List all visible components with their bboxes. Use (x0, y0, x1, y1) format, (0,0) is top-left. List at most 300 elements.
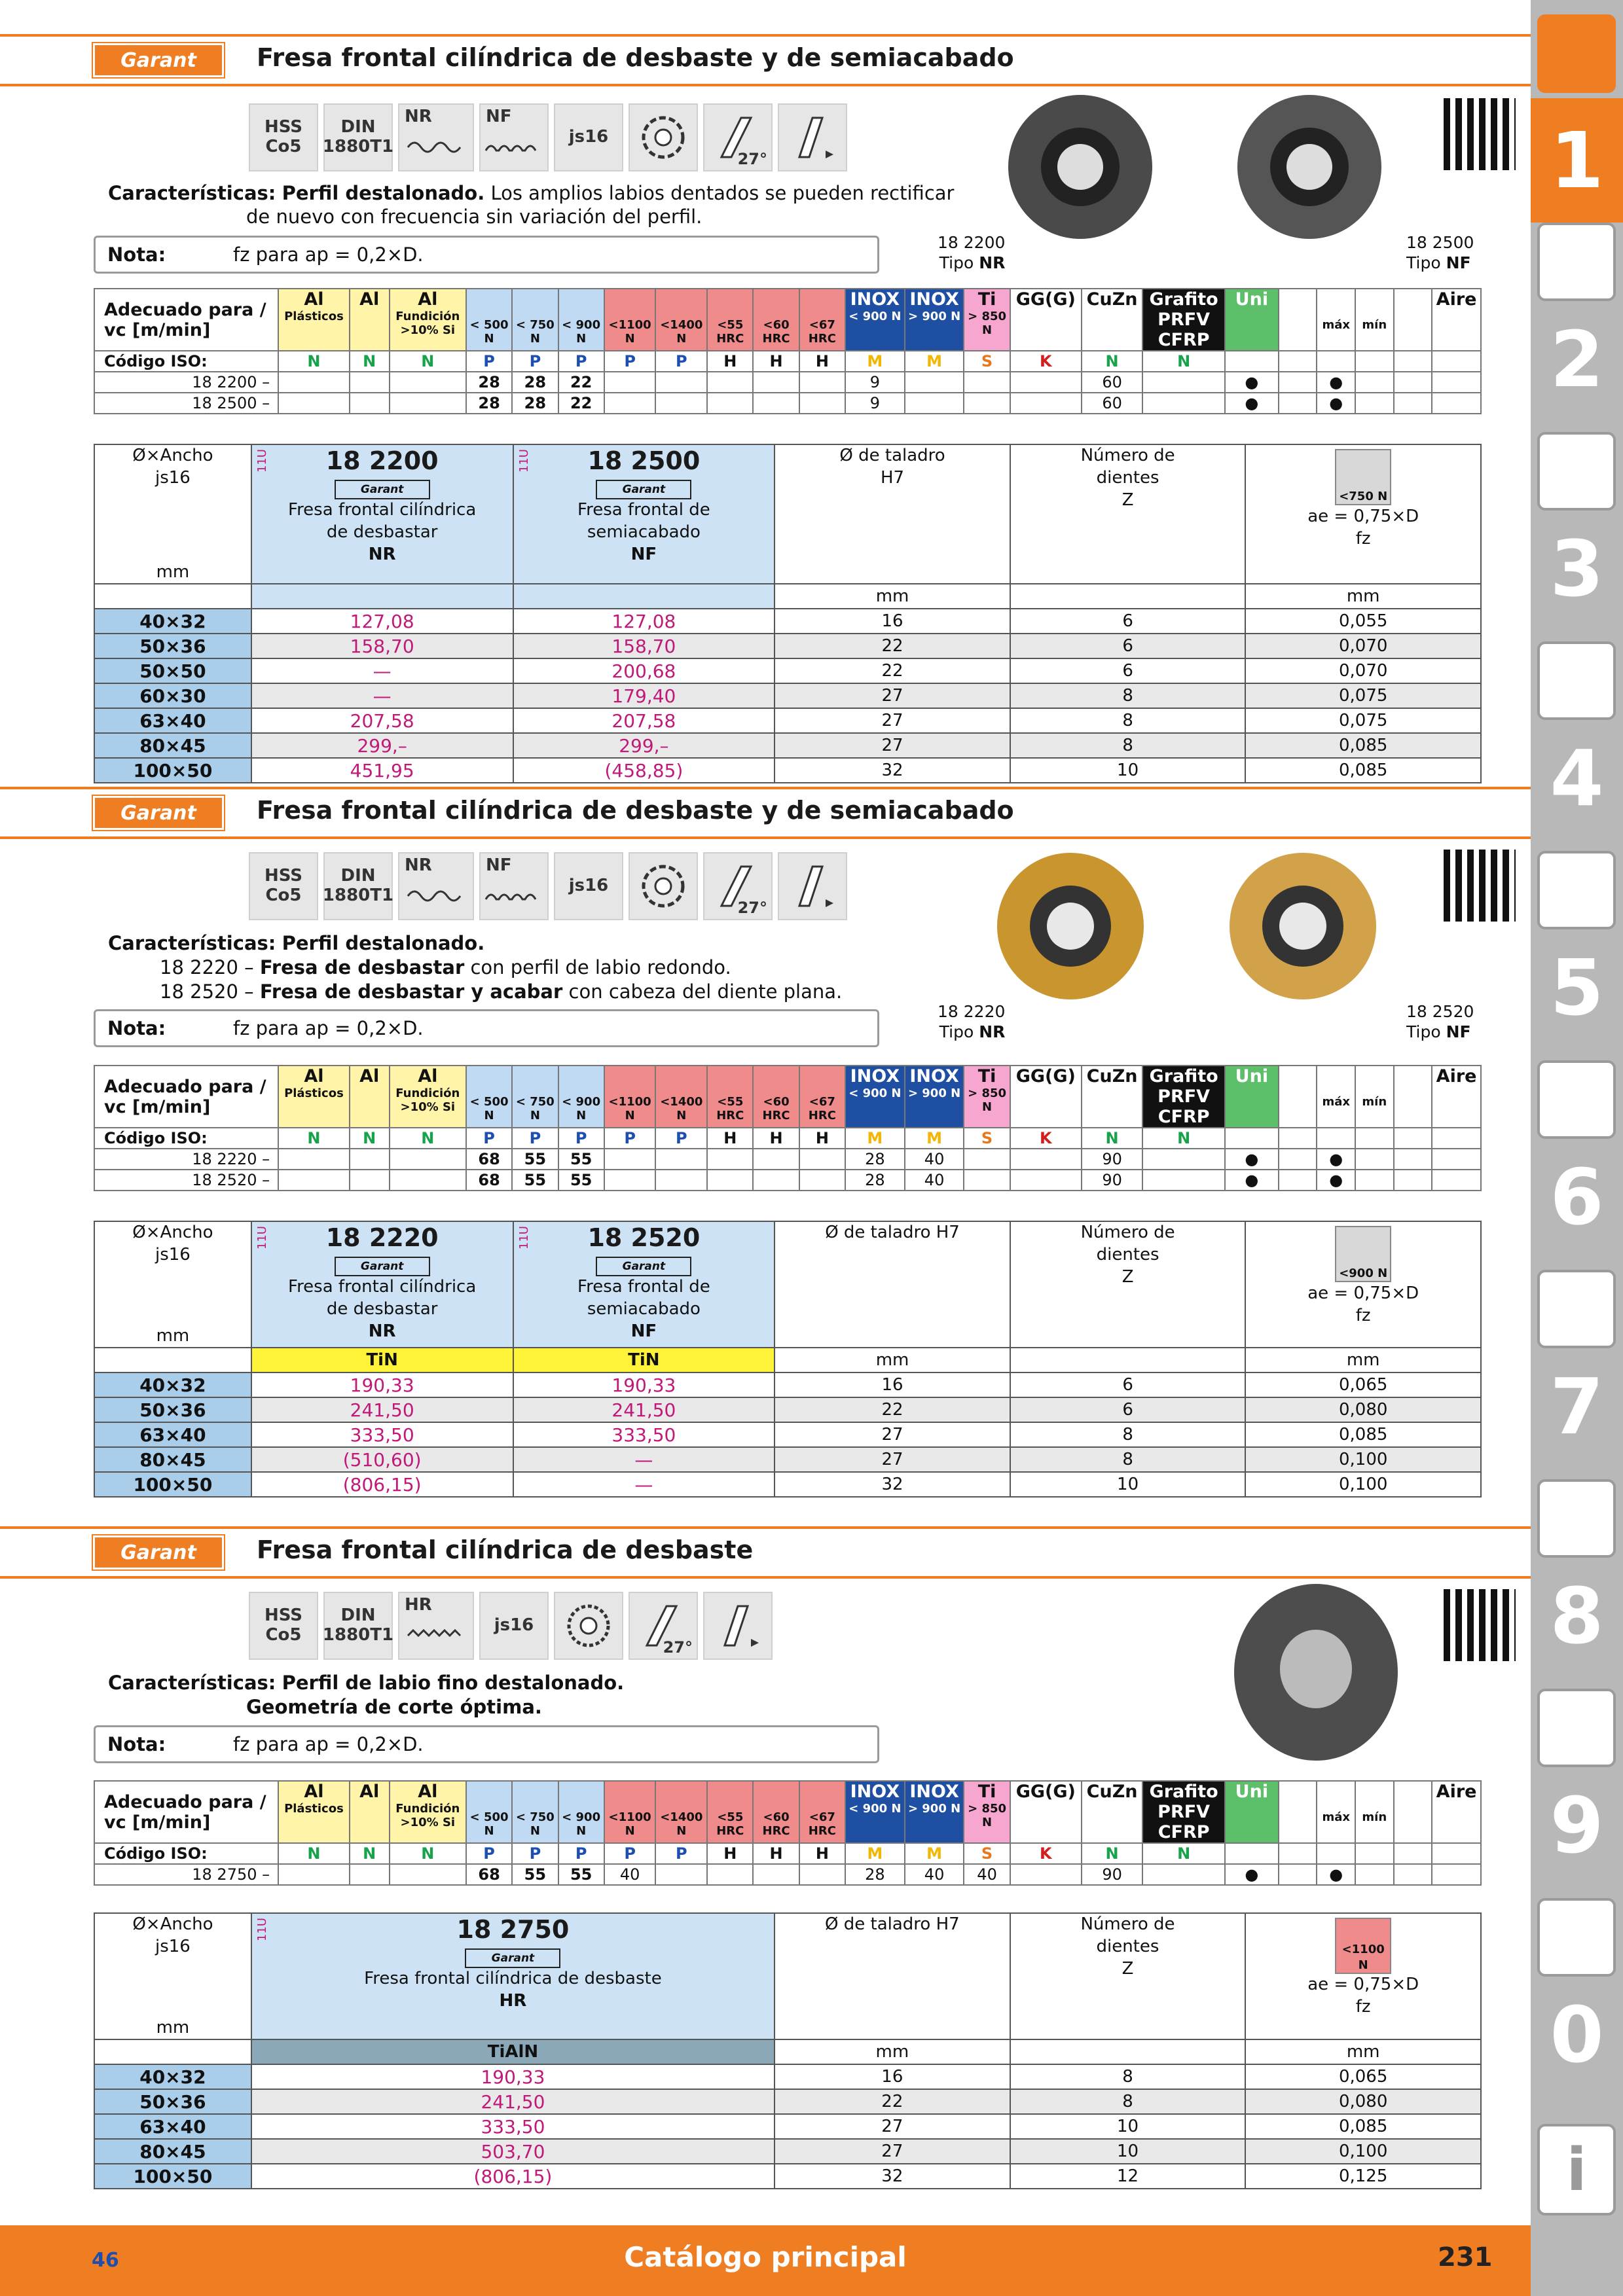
tolerance-symbol: js16 (479, 1592, 549, 1660)
material-column: GG(G) (1010, 289, 1082, 351)
iso-code (1279, 1128, 1317, 1149)
value-cell: 0,085 (1245, 2114, 1481, 2139)
value-cell: 8 (1010, 1447, 1246, 1472)
chapter-tab-icon[interactable] (1537, 14, 1616, 93)
note-box: Nota: fz para ap = 0,2×D. (94, 236, 879, 274)
value-cell: 0,100 (1245, 1472, 1481, 1497)
dimension-cell: 40×32 (94, 1372, 251, 1397)
article-header: 11U 18 2750 Garant Fresa frontal cilíndrica de desbaste HR (251, 1913, 775, 2039)
cutting-speed (278, 1149, 350, 1170)
dimension-cell: 100×50 (94, 1472, 251, 1497)
cutting-speed (964, 372, 1010, 393)
article-header: 11U 18 2520 Garant Fresa frontal de semiacabado NF (513, 1221, 775, 1348)
material-column: <67 HRC (799, 1781, 845, 1843)
unit-cell (513, 584, 775, 609)
qr-code[interactable] (1444, 98, 1516, 170)
material-column: <60 HRC (753, 1781, 799, 1843)
iso-label: Código ISO: (94, 351, 278, 372)
chapter-tab-icon[interactable] (1537, 1689, 1616, 1767)
iso-code: N (1142, 1843, 1225, 1864)
cutting-speed (1432, 393, 1481, 414)
dimension-cell: 50×50 (94, 658, 251, 683)
cutting-speed (350, 393, 390, 414)
iso-code (1355, 1128, 1394, 1149)
material-column: CuZn (1082, 1066, 1143, 1128)
material-column: < 500 N (466, 289, 512, 351)
cutting-speed: 40 (905, 1170, 964, 1191)
value-cell: 8 (1010, 708, 1246, 733)
coating-cell: TiN (251, 1348, 513, 1372)
chapter-tab-icon[interactable] (1537, 432, 1616, 511)
value-cell: 0,100 (1245, 2139, 1481, 2164)
iso-code: K (1010, 1843, 1082, 1864)
cutting-speed (707, 372, 753, 393)
cutting-speed (964, 1170, 1010, 1191)
dimension-cell: 50×36 (94, 634, 251, 658)
cutting-speed (1432, 1149, 1481, 1170)
cutting-speed (1142, 1864, 1225, 1885)
material-column: INOX < 900 N (845, 289, 905, 351)
article-code: 18 2750 – (94, 1864, 278, 1885)
cutting-speed: ● (1317, 1170, 1355, 1191)
material-column: Uni (1225, 1066, 1279, 1128)
iso-code: P (655, 1843, 707, 1864)
material-column: mín (1355, 1066, 1394, 1128)
iso-code (1432, 1843, 1481, 1864)
price-cell: 190,33 (251, 1372, 513, 1397)
footer-page-left: 46 (92, 2249, 119, 2272)
material-column: Ti > 850 N (964, 289, 1010, 351)
material-column: Aire (1432, 1781, 1481, 1843)
iso-code: H (799, 351, 845, 372)
dimension-cell: 100×50 (94, 758, 251, 783)
value-cell: 10 (1010, 2139, 1246, 2164)
cutting-speed (278, 393, 350, 414)
characteristics-text-2: 18 2220 – Fresa de desbastar con perfil de labio redondo. (160, 956, 731, 978)
material-column: Al Plásticos (278, 1066, 350, 1128)
iso-label: Código ISO: (94, 1128, 278, 1149)
material-column: GG(G) (1010, 1781, 1082, 1843)
iso-code: N (1142, 1128, 1225, 1149)
chapter-tab-icon[interactable] (1537, 851, 1616, 929)
note-box: Nota: fz para ap = 0,2×D. (94, 1725, 879, 1763)
cutting-speed: 28 (845, 1864, 905, 1885)
profile-nf-symbol: NF (479, 852, 549, 920)
helix-angle-icon: 27° (703, 852, 773, 920)
material-column: Al Fundición >10% Si (390, 1781, 466, 1843)
value-cell: 16 (775, 1372, 1010, 1397)
cutting-speed (278, 1864, 350, 1885)
teeth-header: Número de dientes Z (1010, 1913, 1246, 2039)
iso-code: N (350, 1843, 390, 1864)
chapter-number[interactable]: 3 (1550, 524, 1604, 614)
value-cell: 22 (775, 658, 1010, 683)
cutting-speed (1279, 372, 1317, 393)
value-cell: 0,075 (1245, 708, 1481, 733)
value-cell: 0,070 (1245, 634, 1481, 658)
profile-nr-symbol: NR (398, 103, 474, 171)
value-cell: 0,085 (1245, 733, 1481, 758)
material-column: <55 HRC (707, 289, 753, 351)
coating-cell: TiAlN (251, 2039, 775, 2064)
material-column: GG(G) (1010, 1066, 1082, 1128)
value-cell: 27 (775, 1422, 1010, 1447)
price-cell: 158,70 (251, 634, 513, 658)
material-column: <1400 N (655, 1781, 707, 1843)
iso-code: N (350, 1128, 390, 1149)
chapter-number[interactable]: 0 (1550, 1990, 1604, 2080)
dimension-cell: 40×32 (94, 609, 251, 634)
material-column: <67 HRC (799, 289, 845, 351)
material-table (94, 1780, 1482, 1886)
material-column: < 900 N (558, 1066, 604, 1128)
bore-header: Ø de taladro H7 (775, 1913, 1010, 2039)
dimension-cell: 63×40 (94, 708, 251, 733)
price-cell: 190,33 (513, 1372, 775, 1397)
price-cell: — (251, 683, 513, 708)
cutting-speed (1394, 372, 1432, 393)
cutting-speed (655, 372, 707, 393)
cutting-speed: 40 (905, 1149, 964, 1170)
price-cell: 299,– (251, 733, 513, 758)
material-icon: <750 N (1335, 449, 1391, 505)
value-cell: 27 (775, 2139, 1010, 2164)
price-cell: (806,15) (251, 2164, 775, 2189)
section-title: Fresa frontal cilíndrica de desbaste (257, 1535, 754, 1564)
cutting-speed: ● (1225, 393, 1279, 414)
material-column: Al Plásticos (278, 1781, 350, 1843)
material-column: CuZn (1082, 1781, 1143, 1843)
cutting-speed (707, 393, 753, 414)
cutting-speed: 90 (1082, 1149, 1143, 1170)
material-column: INOX < 900 N (845, 1066, 905, 1128)
value-cell: 27 (775, 683, 1010, 708)
cutting-speed (753, 1149, 799, 1170)
article-header: 11U 18 2200 Garant Fresa frontal cilíndrica de desbastar NR (251, 444, 513, 584)
cutting-speed (753, 372, 799, 393)
note-box: Nota: fz para ap = 0,2×D. (94, 1009, 879, 1047)
cutting-speed (1355, 1170, 1394, 1191)
cutting-speed: 55 (512, 1149, 558, 1170)
image-caption: 18 2220 Tipo NR (938, 1002, 1006, 1042)
value-cell: 32 (775, 758, 1010, 783)
material-header-label: Adecuado para / vc [m/min] (94, 1781, 278, 1843)
price-cell: 503,70 (251, 2139, 775, 2164)
value-cell: 8 (1010, 2089, 1246, 2114)
unit-cell: mm (1245, 2039, 1481, 2064)
price-cell: 299,– (513, 733, 775, 758)
characteristics-text: Características: Perfil de labio fino destalonado. (108, 1672, 625, 1694)
material-column: INOX < 900 N (845, 1781, 905, 1843)
cutting-speed (1355, 1149, 1394, 1170)
value-cell: 0,070 (1245, 658, 1481, 683)
value-cell: 32 (775, 2164, 1010, 2189)
material-column: Al (350, 1066, 390, 1128)
characteristics-text-2: Geometría de corte óptima. (246, 1696, 542, 1718)
value-cell: 6 (1010, 1372, 1246, 1397)
iso-code: H (753, 351, 799, 372)
material-column: <60 HRC (753, 289, 799, 351)
chapter-number[interactable]: 9 (1550, 1780, 1604, 1871)
iso-code: N (350, 351, 390, 372)
unit-cell: mm (1245, 1348, 1481, 1372)
iso-code: N (1082, 1843, 1143, 1864)
chapter-tab-icon[interactable]: i (1537, 2124, 1616, 2215)
cutting-speed: 55 (558, 1170, 604, 1191)
material-column: < 750 N (512, 1781, 558, 1843)
cutting-speed (655, 393, 707, 414)
dimension-cell: 80×45 (94, 1447, 251, 1472)
iso-code: P (466, 1128, 512, 1149)
iso-code (1279, 351, 1317, 372)
iso-code: K (1010, 1128, 1082, 1149)
cutting-speed (1279, 1864, 1317, 1885)
section-title: Fresa frontal cilíndrica de desbaste y de semiacabado (257, 796, 1014, 825)
material-icon: <900 N (1335, 1226, 1391, 1282)
value-cell: 8 (1010, 733, 1246, 758)
iso-code: M (905, 1128, 964, 1149)
product-image-hr (1218, 1577, 1414, 1767)
chapter-tab-icon[interactable] (1537, 1060, 1616, 1139)
cutting-speed (1142, 372, 1225, 393)
tolerance-symbol: js16 (554, 852, 623, 920)
value-cell: 16 (775, 2064, 1010, 2089)
chapter-number[interactable]: 5 (1550, 942, 1604, 1033)
iso-code: N (278, 1128, 350, 1149)
iso-code: P (466, 1843, 512, 1864)
cutting-speed (1394, 1864, 1432, 1885)
price-cell: 207,58 (513, 708, 775, 733)
cutting-speed: ● (1225, 1170, 1279, 1191)
material-column: máx (1317, 1781, 1355, 1843)
unit-cell: mm (775, 2039, 1010, 2064)
dimension-cell: 50×36 (94, 2089, 251, 2114)
cutting-speed (1355, 372, 1394, 393)
unit-cell (1010, 584, 1246, 609)
cutting-speed: ● (1225, 372, 1279, 393)
value-cell: 22 (775, 1397, 1010, 1422)
price-cell: (806,15) (251, 1472, 513, 1497)
iso-code: P (466, 351, 512, 372)
chapter-number[interactable]: 8 (1550, 1571, 1604, 1661)
cutting-speed (799, 1170, 845, 1191)
material-column: máx (1317, 289, 1355, 351)
standard-symbol: DIN 1880T1 (323, 1592, 393, 1660)
iso-code: K (1010, 351, 1082, 372)
iso-code: P (558, 351, 604, 372)
section-title: Fresa frontal cilíndrica de desbaste y de semiacabado (257, 43, 1014, 72)
cutting-speed: 68 (466, 1170, 512, 1191)
cutting-speed (390, 1149, 466, 1170)
bore-header: Ø de taladro H7 (775, 1221, 1010, 1348)
chapter-number[interactable]: 7 (1550, 1361, 1604, 1452)
cutting-speed (799, 1149, 845, 1170)
cutting-speed: 60 (1082, 393, 1143, 414)
section-top-rule (0, 1526, 1531, 1529)
iso-code (1355, 351, 1394, 372)
iso-code (1432, 351, 1481, 372)
cutting-speed: 55 (512, 1170, 558, 1191)
characteristics-text-2: de nuevo con frecuencia sin variación del perfil. (246, 206, 702, 228)
iso-code: P (558, 1128, 604, 1149)
price-cell: 451,95 (251, 758, 513, 783)
iso-code (1394, 351, 1432, 372)
cutting-speed (604, 1149, 656, 1170)
chapter-tab-icon[interactable] (1537, 1270, 1616, 1348)
dimension-cell: 60×30 (94, 683, 251, 708)
standard-symbol: DIN 1880T1 (323, 103, 393, 171)
cutting-speed (1279, 1170, 1317, 1191)
iso-code: P (558, 1843, 604, 1864)
unit-cell (251, 584, 513, 609)
cutter-icon (629, 103, 698, 171)
cutting-speed (1432, 1170, 1481, 1191)
cutting-speed: ● (1317, 1864, 1355, 1885)
value-cell: 32 (775, 1472, 1010, 1497)
chapter-number[interactable]: 2 (1550, 314, 1604, 404)
cutting-speed (655, 1149, 707, 1170)
cutting-speed (350, 1170, 390, 1191)
product-image-nr (962, 844, 1178, 1008)
chapter-number[interactable]: 1 (1531, 98, 1623, 223)
iso-code: P (655, 351, 707, 372)
material-column: INOX > 900 N (905, 1066, 964, 1128)
material-column: <1100 N (604, 1781, 656, 1843)
characteristics-text: Características: Perfil destalonado. Los amplios labios dentados se pueden rectificar (108, 182, 955, 204)
material-column: Aire (1432, 289, 1481, 351)
chapter-number[interactable]: 4 (1550, 733, 1604, 823)
unit-cell (1010, 2039, 1246, 2064)
cutting-speed: 55 (512, 1864, 558, 1885)
material-column (1279, 1781, 1317, 1843)
material-column (1394, 289, 1432, 351)
material-column (1394, 1066, 1432, 1128)
dimension-cell: 63×40 (94, 1422, 251, 1447)
cutting-speed (1010, 1149, 1082, 1170)
value-cell: 27 (775, 708, 1010, 733)
material-column: Grafito PRFV CFRP (1142, 1781, 1225, 1843)
iso-code: M (845, 351, 905, 372)
value-cell: 10 (1010, 758, 1246, 783)
value-cell: 16 (775, 609, 1010, 634)
material-column: CuZn (1082, 289, 1143, 351)
iso-code: M (905, 1843, 964, 1864)
cutting-speed (655, 1864, 707, 1885)
cutting-speed: ● (1225, 1864, 1279, 1885)
material-column: Ti > 850 N (964, 1781, 1010, 1843)
cutting-speed: 28 (512, 372, 558, 393)
value-cell: 10 (1010, 2114, 1246, 2139)
dimension-header: Ø×Ancho js16 mm (94, 1913, 251, 2039)
price-cell: 207,58 (251, 708, 513, 733)
cutting-speed: ● (1317, 1149, 1355, 1170)
value-cell: 22 (775, 2089, 1010, 2114)
material-column: Al Plásticos (278, 289, 350, 351)
cutting-speed: 28 (845, 1149, 905, 1170)
value-cell: 22 (775, 634, 1010, 658)
material-column: < 900 N (558, 1781, 604, 1843)
cutting-speed (604, 393, 656, 414)
iso-code: P (604, 1128, 656, 1149)
price-cell: 333,50 (251, 1422, 513, 1447)
value-cell: 27 (775, 2114, 1010, 2139)
chapter-tab-icon[interactable] (1537, 1898, 1616, 1977)
iso-code: H (707, 1128, 753, 1149)
chapter-tab-icon[interactable] (1537, 1479, 1616, 1558)
cutting-speed: ● (1225, 1149, 1279, 1170)
chapter-tab-icon[interactable] (1537, 223, 1616, 301)
value-cell: 0,055 (1245, 609, 1481, 634)
qr-code[interactable] (1444, 1589, 1516, 1661)
qr-code[interactable] (1444, 850, 1516, 922)
cutting-speed (964, 1149, 1010, 1170)
value-cell: 12 (1010, 2164, 1246, 2189)
cutting-speed: 68 (466, 1864, 512, 1885)
cutting-speed (1432, 1864, 1481, 1885)
chapter-tab-icon[interactable] (1537, 641, 1616, 720)
price-cell: 127,08 (251, 609, 513, 634)
cutting-speed (1394, 1170, 1432, 1191)
profile-nr-symbol: NR (398, 852, 474, 920)
material-column: <1100 N (604, 289, 656, 351)
image-caption: 18 2520 Tipo NF (1406, 1002, 1474, 1042)
teeth-header: Número de dientes Z (1010, 444, 1246, 584)
cutting-speed (1010, 393, 1082, 414)
material-column: mín (1355, 289, 1394, 351)
cutting-speed: 40 (964, 1864, 1010, 1885)
unit-cell (1010, 1348, 1246, 1372)
characteristics-text-3: 18 2520 – Fresa de desbastar y acabar con cabeza del diente plana. (160, 980, 843, 1003)
cutting-speed: 55 (558, 1149, 604, 1170)
material-column: <1400 N (655, 1066, 707, 1128)
price-table (94, 1912, 1482, 2189)
cutting-speed (604, 372, 656, 393)
material-column: Uni (1225, 1781, 1279, 1843)
iso-code: M (845, 1128, 905, 1149)
iso-code: N (390, 1843, 466, 1864)
chapter-number[interactable]: 6 (1550, 1152, 1604, 1242)
value-cell: 8 (1010, 683, 1246, 708)
price-cell: — (513, 1447, 775, 1472)
iso-code: N (390, 351, 466, 372)
dimension-cell: 63×40 (94, 2114, 251, 2139)
iso-code (1317, 351, 1355, 372)
value-cell: 8 (1010, 1422, 1246, 1447)
article-code: 18 2520 – (94, 1170, 278, 1191)
garant-logo: Garant (93, 43, 224, 77)
dimension-header: Ø×Ancho js16 mm (94, 444, 251, 584)
iso-code (1225, 351, 1279, 372)
cutting-speed: 22 (558, 393, 604, 414)
footer-page-right: 231 (1438, 2242, 1493, 2272)
material-column (1279, 289, 1317, 351)
iso-code: N (1082, 1128, 1143, 1149)
price-cell: 200,68 (513, 658, 775, 683)
price-cell: — (513, 1472, 775, 1497)
cutting-speed: 28 (466, 372, 512, 393)
garant-logo: Garant (93, 796, 224, 830)
iso-code (1432, 1128, 1481, 1149)
profile-nf-symbol: NF (479, 103, 549, 171)
material-column: INOX > 900 N (905, 289, 964, 351)
cutting-speed (390, 1170, 466, 1191)
price-cell: 158,70 (513, 634, 775, 658)
material-column (1394, 1781, 1432, 1843)
iso-label: Código ISO: (94, 1843, 278, 1864)
helix-angle-icon: 27° (703, 103, 773, 171)
value-cell: 6 (1010, 658, 1246, 683)
characteristics-text: Características: Perfil destalonado. (108, 932, 485, 954)
